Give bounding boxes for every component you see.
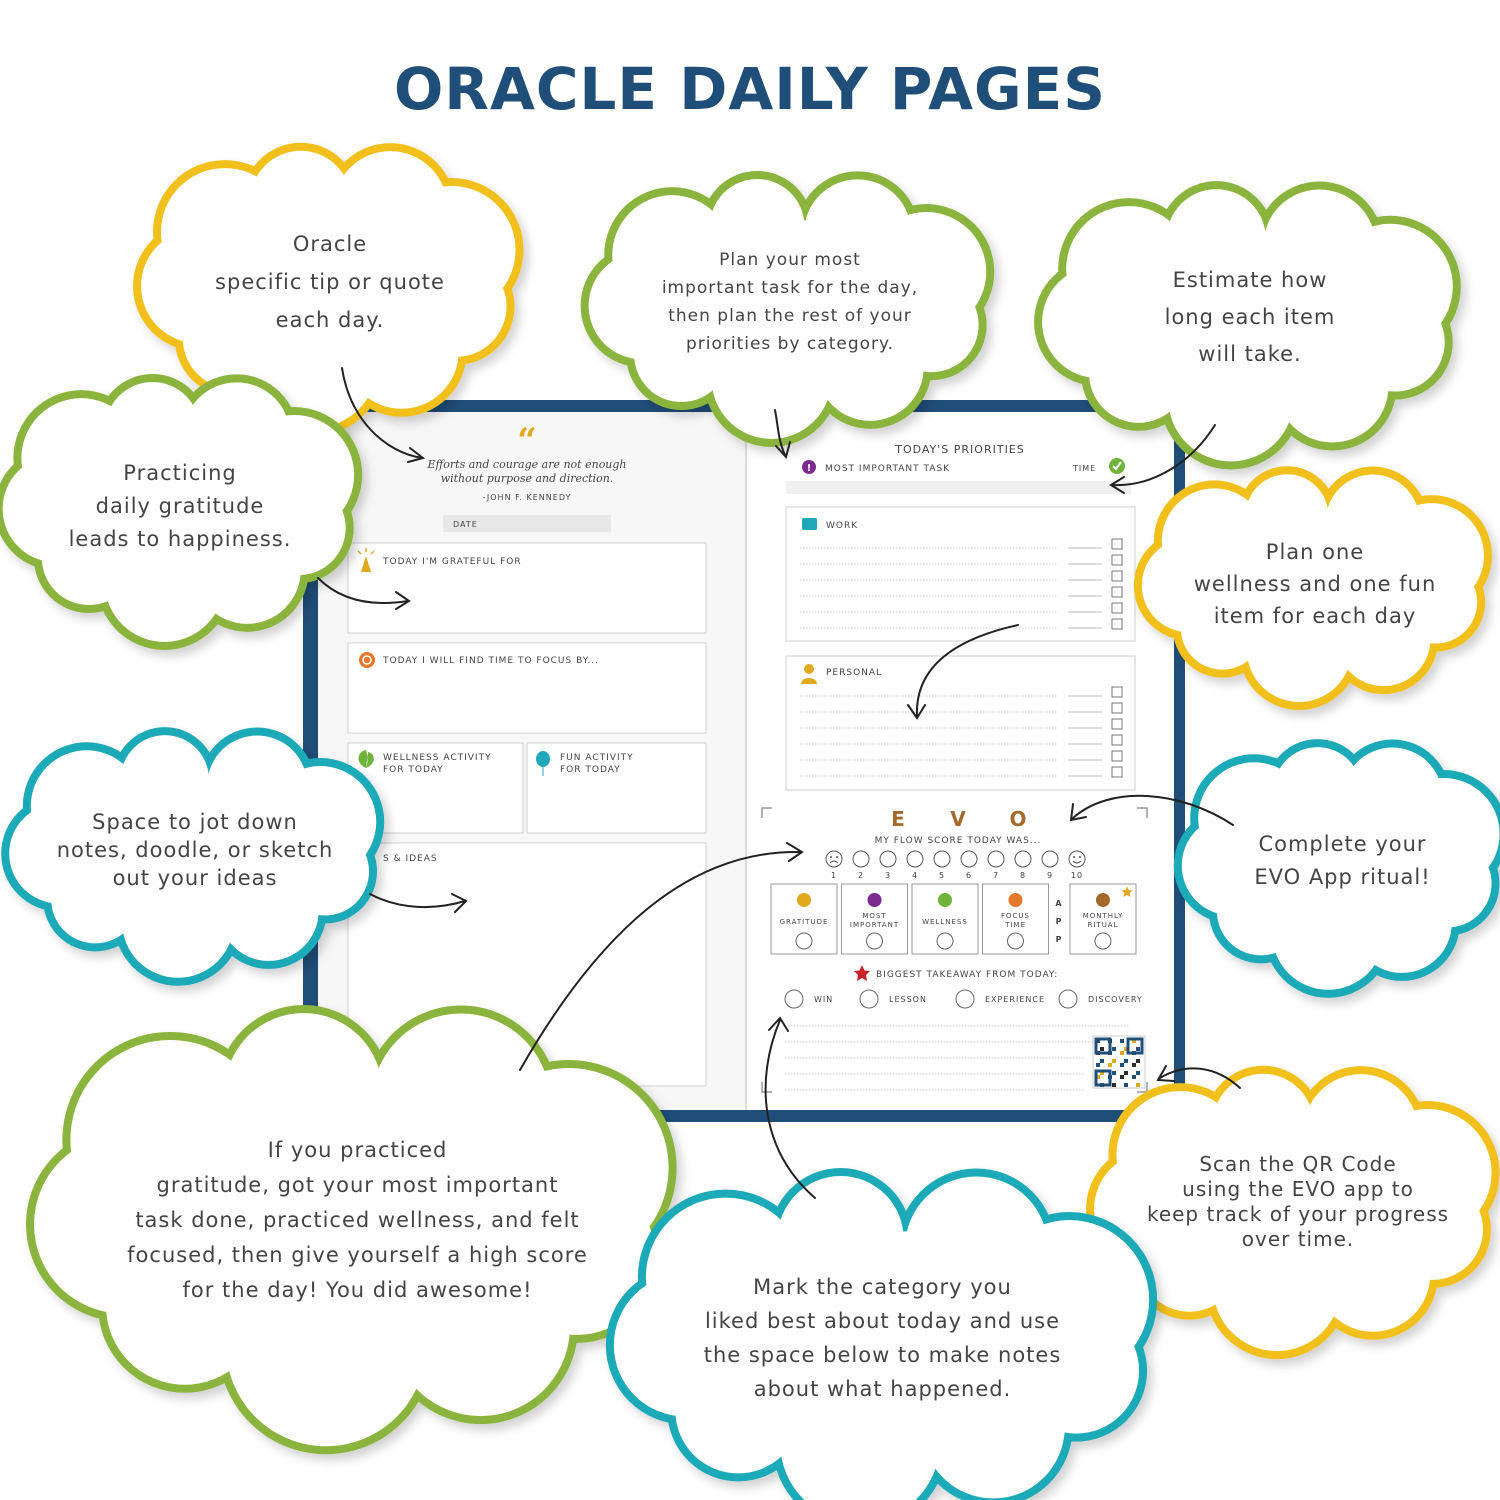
ritual-label: MONTHLY [1082, 912, 1124, 920]
cloud-plan-text: Plan your most important task for the day, then plan the rest of your priorities by category. [661, 250, 919, 354]
date-label: DATE [453, 520, 478, 529]
fun-label-2: FOR TODAY [560, 765, 621, 775]
takeaway-option-label: EXPERIENCE [985, 995, 1046, 1004]
cloud-category-text: Mark the category you liked best about today and use the space below to make notes about what happened. [703, 1275, 1062, 1401]
priorities-title: TODAY'S PRIORITIES [895, 443, 1025, 456]
score-number: 7 [992, 871, 1000, 880]
takeaway-option-label: LESSON [889, 995, 927, 1004]
evo-letter-o: O [1009, 807, 1027, 831]
score-number: 6 [965, 871, 973, 880]
score-number: 10 [1070, 871, 1084, 880]
page-title: ORACLE DAILY PAGES [394, 55, 1106, 123]
ritual-label: RITUAL [1087, 921, 1119, 929]
quote-line-1: Efforts and courage are not enough [427, 458, 627, 471]
grateful-label: TODAY I'M GRATEFUL FOR [383, 557, 522, 567]
quote-line-2: without purpose and direction. [440, 472, 614, 485]
score-number: 8 [1019, 871, 1027, 880]
cloud-tip-text: Oracle specific tip or quote each day. [215, 232, 445, 332]
personal-label: PERSONAL [826, 668, 883, 678]
app-letter-p1: P [1055, 917, 1063, 926]
cloud-score-text: If you practiced gratitude, got your most important task done, practiced wellness, and felt focused, then give yourself a high score for the day! You did awesome! [127, 1138, 588, 1302]
app-letter-a: A [1055, 899, 1063, 908]
score-number: 9 [1046, 871, 1054, 880]
quote-mark: “ [517, 421, 537, 461]
app-letter-p2: P [1055, 935, 1063, 944]
score-number: 4 [911, 871, 919, 880]
score-number: 3 [884, 871, 892, 880]
arrow-category [766, 1020, 815, 1198]
work-label: WORK [826, 521, 859, 531]
arrow-score [520, 852, 800, 1070]
cloud-notes-text: Space to jot down notes, doodle, or sketch out your ideas [56, 810, 334, 890]
takeaway-option-label: WIN [814, 995, 834, 1004]
evo-letter-v: V [950, 807, 966, 831]
time-label: TIME [1073, 464, 1097, 473]
focus-label: TODAY I WILL FIND TIME TO FOCUS BY... [383, 656, 600, 666]
fun-label-1: FUN ACTIVITY [560, 753, 634, 763]
svg-text:!: ! [806, 463, 812, 474]
ritual-label: FOCUS [1001, 912, 1030, 920]
cloud-wellness-fun-text: Plan one wellness and one fun item for each day [1193, 540, 1437, 628]
ritual-label: GRATITUDE [779, 918, 829, 926]
notes-label: S & IDEAS [383, 854, 438, 864]
takeaway-option-label: DISCOVERY [1088, 995, 1143, 1004]
mit-label: MOST IMPORTANT TASK [825, 464, 951, 474]
ritual-label: TIME [1005, 921, 1026, 929]
wellness-label-1: WELLNESS ACTIVITY [383, 753, 492, 763]
arrow-notes [370, 894, 465, 907]
evo-letter-e: E [891, 807, 905, 831]
ritual-label: MOST [862, 912, 887, 920]
cloud-estimate-text: Estimate how long each item will take. [1164, 268, 1336, 366]
score-number: 2 [857, 871, 865, 880]
wellness-label-2: FOR TODAY [383, 765, 444, 775]
ritual-label: IMPORTANT [849, 921, 900, 929]
score-number: 1 [830, 871, 838, 880]
takeaway-label: BIGGEST TAKEAWAY FROM TODAY: [876, 970, 1059, 980]
flow-label: MY FLOW SCORE TODAY WAS... [874, 836, 1042, 846]
ritual-label: WELLNESS [922, 918, 968, 926]
cloud-evo-app-text: Complete your EVO App ritual! [1254, 832, 1431, 889]
quote-author: -JOHN F. KENNEDY [482, 493, 572, 502]
cloud-gratitude-text: Practicing daily gratitude leads to happiness. [68, 461, 292, 551]
arrow-wellness [917, 625, 1018, 716]
cloud-qr-text: Scan the QR Code using the EVO app to keep track of your progress over time. [1146, 1152, 1450, 1251]
score-number: 5 [938, 871, 946, 880]
arrow-gratitude [318, 578, 408, 603]
